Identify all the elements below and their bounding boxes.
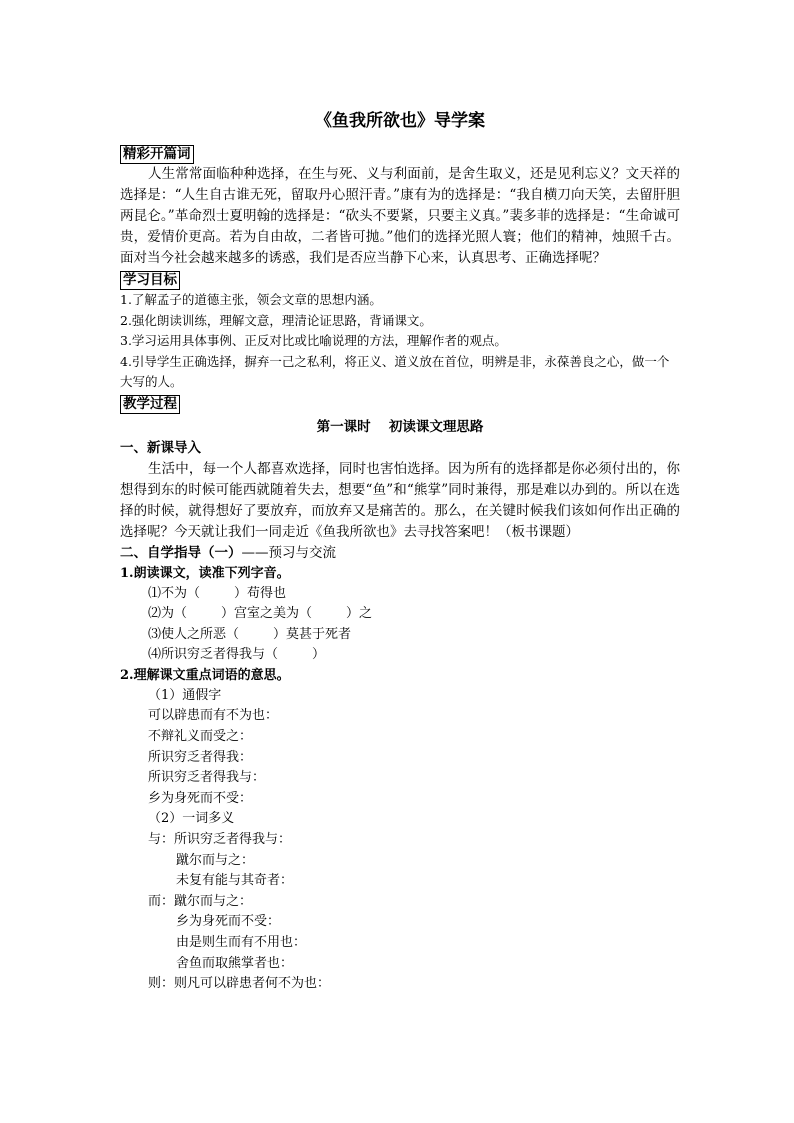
- item-text: ）苟得也: [234, 585, 287, 601]
- section-label-process: 教学过程: [120, 395, 180, 414]
- document-page: [120, 106, 680, 995]
- goal-item: 1.了解孟子的道德主张，领会文章的思想内涵。: [120, 292, 382, 307]
- opening-text: 人生常常面临种种选择，在生与死、义与利面前，是舍生取义，还是见利忘义？文天祥的选择是：“人生自古谁无死，留取丹心照汗青。”康有为的选择是：“我自横刀向天笑，去留肝胆两昆仑。”革命烈士夏明翰的选择是：“砍头不要紧，只要主义真。”裴多菲的选择是：“生命诚可贵，爱情价更高。若为自由故，二者皆可抛。”他们的选择光照人寰；他们的精神，烛照千古。面对当今社会越来越多的诱惑，我们是否应当静下心来，认真思考、正确选择呢？: [120, 166, 680, 266]
- item-text: ⑴不为（: [148, 585, 201, 601]
- self-study-title: 二、自学指导（一）: [120, 544, 242, 561]
- item-text: ⑵为（: [148, 606, 188, 622]
- item-text: ）宫室之美为（: [221, 606, 313, 622]
- goal-item: 3.学习运用具体事例、正反对比或比喻说理的方法，理解作者的观点。: [120, 333, 507, 348]
- duoyi-label: （2）一词多义: [148, 811, 235, 827]
- lesson-title: 第一课时 初读课文理思路: [316, 418, 484, 435]
- item-text: ）之: [346, 606, 373, 622]
- section-label-opening: 精彩开篇词: [120, 145, 194, 164]
- duoyi-ze: 则：则凡可以辟患者何不为也：: [148, 976, 331, 992]
- goal-item: 4.引导学生正确选择，摒弃一己之私利，将正义、道义放在首位，明辨是非，永葆善良之心，做一个大写的人。: [120, 353, 670, 389]
- tongjia-item: 不辩礼义而受之：: [148, 729, 253, 745]
- opening-section: [120, 143, 680, 269]
- section-label-goals: 学习目标: [120, 271, 180, 290]
- duoyi-item: 舍鱼而取熊掌者也：: [176, 955, 294, 971]
- self-study-subtitle: ——预习与交流: [241, 544, 336, 561]
- tongjia-label: （1）通假字: [148, 687, 222, 703]
- item-text: ）: [312, 647, 326, 663]
- item-text: ⑷所识穷乏者得我与（: [148, 647, 279, 663]
- pronunciation-item: [120, 645, 680, 666]
- pronunciation-item: [120, 604, 680, 625]
- intro-heading: 一、新课导入: [120, 439, 201, 456]
- duoyi-item: 乡为身死而不受：: [176, 914, 281, 930]
- goal-item: 2.强化朗读训练，理解文意，理清论证思路，背诵课文。: [120, 312, 432, 328]
- tongjia-item: 所识穷乏者得我：: [148, 749, 253, 765]
- tongjia-item: 可以辟患而有不为也：: [148, 708, 279, 724]
- question-2-heading: 2.理解课文重点词语的意思。: [120, 667, 290, 683]
- pronunciation-item: [120, 625, 680, 646]
- pronunciation-item: [120, 584, 680, 605]
- tongjia-item: 乡为身死而不受：: [148, 790, 253, 806]
- duoyi-item: 由是则生而有不用也：: [176, 935, 307, 950]
- intro-text: 生活中，每一个人都喜欢选择，同时也害怕选择。因为所有的选择都是你必须付出的，你想得到东的时候可能西就随着失去，想要“鱼”和“熊掌”同时兼得，那是难以办到的。所以在选择的时候，就得想好了要放弃，而放弃又是痛苦的。那么，在关键时候我们该如何作出正确的选择呢？今天就让我们一同走近《鱼我所欲也》去寻找答案吧！（板书课题）: [120, 460, 680, 540]
- page-title: 《鱼我所欲也》导学案: [315, 111, 485, 131]
- item-text: ）莫甚于死者: [273, 626, 352, 642]
- duoyi-item: 未复有能与其奇者：: [176, 873, 294, 889]
- duoyi-er: 而：蹴尔而与之：: [148, 893, 253, 909]
- self-study-heading: [120, 543, 680, 564]
- goals-section: [120, 269, 680, 393]
- item-text: ⑶使人之所恶（: [148, 626, 240, 642]
- duoyi-yu: 与：所识穷乏者得我与：: [148, 832, 292, 848]
- duoyi-item: 蹴尔而与之：: [176, 852, 255, 868]
- process-section: [120, 393, 680, 995]
- question-1-heading: 1.朗读课文，读准下列字音。: [120, 565, 290, 581]
- tongjia-item: 所识穷乏者得我与：: [148, 770, 266, 786]
